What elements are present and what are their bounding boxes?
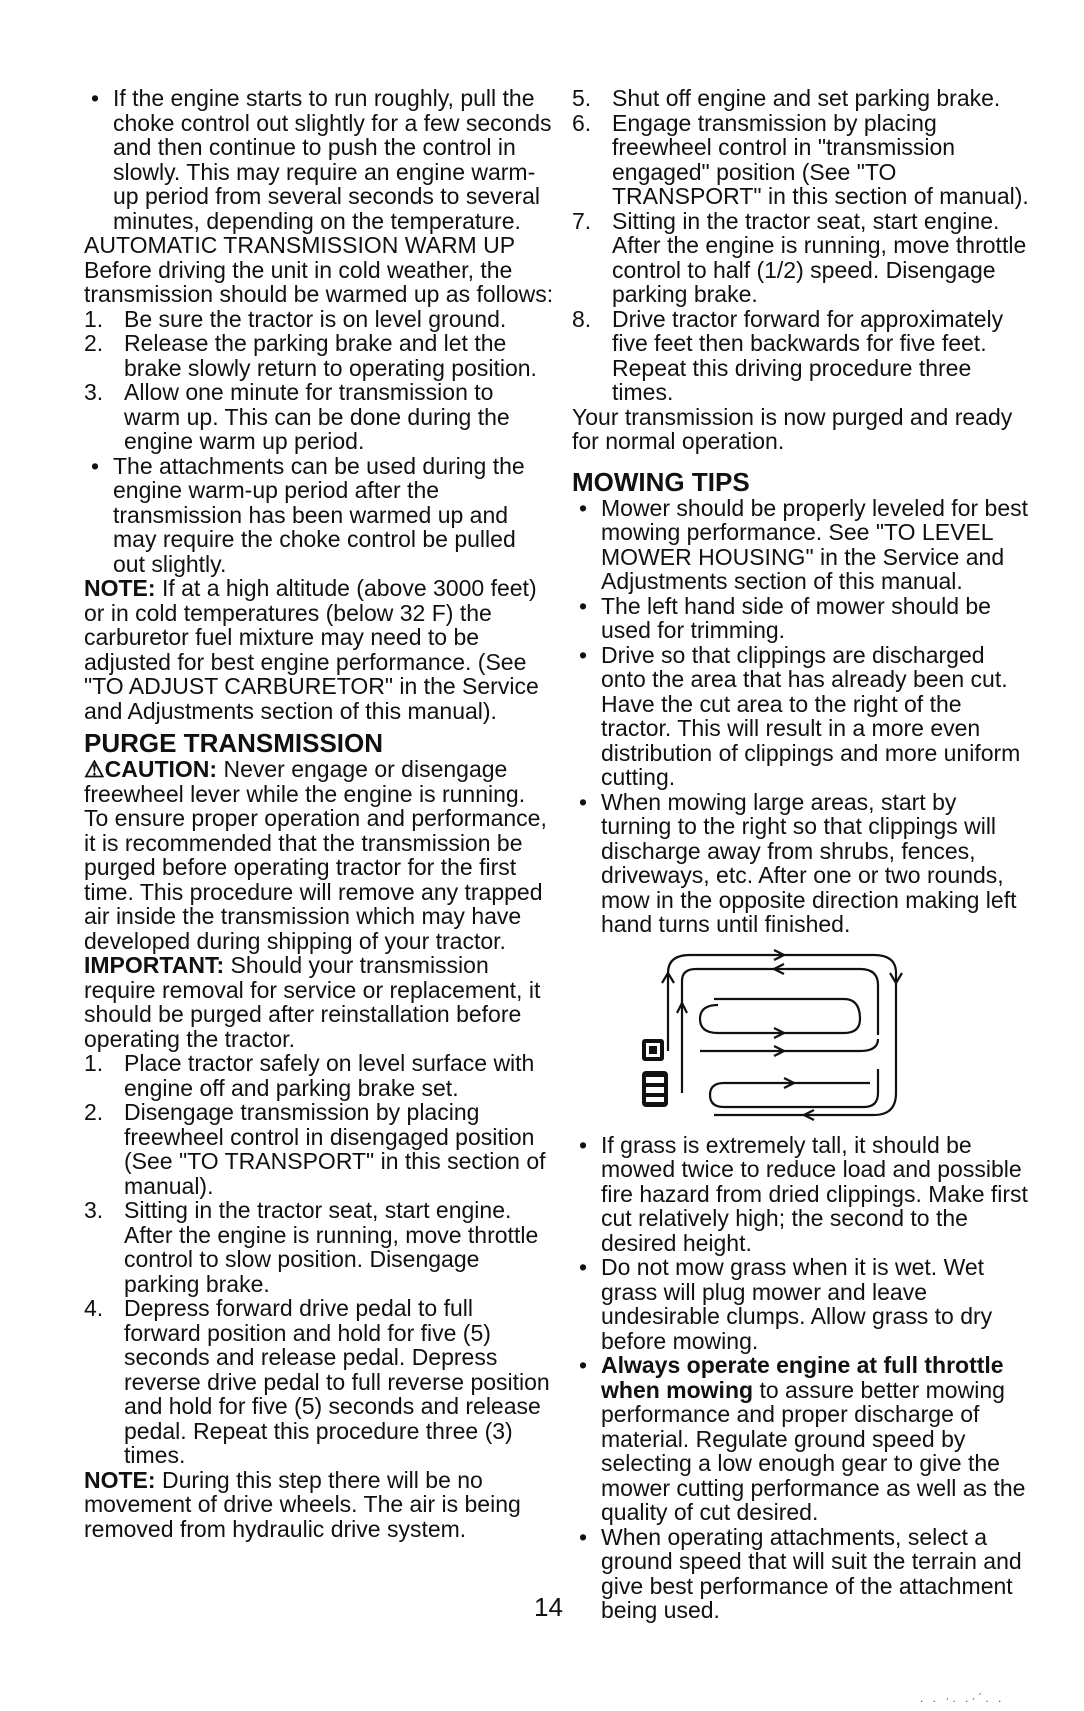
tip-tall-grass: • If grass is extremely tall, it should be mowed twice to reduce load and possible fire hazard from dried clippings. Make first cut relatively high; the second to the desired height. [579,1131,1028,1256]
mowing-path-lower [710,1069,878,1107]
warning-icon: ⚠ [84,756,105,782]
purge-step-6: 6. Engage transmission by placing freewheel control in "transmission engaged" position (See "TO TRANSPORT" in this section of manual). [572,109,1029,209]
auto-step-3: 3. Allow one minute for transmission to warm up. This can be done during the engine warm up period. [84,379,510,454]
mowing-path-return [700,1039,878,1051]
mowing-tips-heading: MOWING TIPS [572,466,750,497]
bullet-choke: • If the engine starts to run roughly, pull the choke control out slightly for a few seconds and then continue to push the control in slowly. This may require an engine warm-up period from several seconds to several minutes, depending on the temperature. [91,85,552,234]
scan-specks: . . ·. .·´. . [920,1691,1005,1705]
note-altitude: NOTE: If at a high altitude (above 3000 feet) or in cold temperatures (below 32 F) the carburetor fuel mixture may need to be adjusted for best engine performance. (See "TO ADJUST CARBURETOR" in the Service and Adjustments section of this manual). [84,575,539,724]
purged-paragraph: Your transmission is now purged and ready for normal operation. [572,403,1013,454]
purge-step-4: 4. Depress forward drive pedal to full forward position and hold for five (5) seconds and release pedal. Depress reverse drive pedal to full reverse position and hold for five (5) seconds and release pedal. Repeat this procedure three (3) times. [84,1295,550,1468]
purge-step-3: 3. Sitting in the tractor seat, start engine. After the engine is running, move throttle control to slow position. Disengage parking brake. [84,1197,539,1297]
auto-warmup-heading: AUTOMATIC TRANSMISSION WARM UP [84,232,516,258]
tip-discharge: • Drive so that clippings are discharged onto the area that has already been cut. Have the cut area to the right of the tractor. This will result in a more even distribution of clippings and more uniform cutting. [579,641,1021,790]
tip-level: • Mower should be properly leveled for best mowing performance. See "TO LEVEL MOWER HOUSING" in the Service and Adjustments section of this manual. [579,494,1029,594]
auto-step-2: 2. Release the parking brake and let the brake slowly return to operating position. [84,330,537,381]
page-number: 14 [534,1592,563,1622]
mowing-path-inner [700,999,860,1033]
tractor-icon [642,1039,668,1107]
purge-step-7: 7. Sitting in the tractor seat, start engine. After the engine is running, move throttle control to half (1/2) speed. Disengage parking brake. [572,207,1027,307]
bullet-attachments: • The attachments can be used during the engine warm-up period after the transmission has been warmed up and may require the choke control be pulled out slightly. [91,452,525,577]
note-hydraulic: NOTE: During this step there will be no movement of drive wheels. The air is being removed from hydraulic drive system. [84,1466,521,1542]
right-column [572,86,1030,1623]
auto-step-1: 1. Be sure the tractor is on level ground. [84,305,507,332]
important-paragraph: IMPORTANT: Should your transmission require removal for service or replacement, it should be purged after reinstallation before operating the tractor. [84,952,541,1052]
left-column [84,86,554,1541]
auto-warmup-intro: Before driving the unit in cold weather, the transmission should be warmed up as follows: [84,256,554,307]
tip-full-throttle: • Always operate engine at full throttle when mowing to assure better mowing performance and proper discharge of material. Regulate ground speed by selecting a low enough gear to give the mower cutting performance as well as the quality of cut desired. [579,1352,1026,1525]
tip-wet-grass: • Do not mow grass when it is wet. Wet grass will plug mower and leave undesirable clumps. Allow grass to dry before mowing. [579,1254,993,1354]
purge-step-2: 2. Disengage transmission by placing freewheel control in disengaged position (See "TO TRANSPORT" in this section of manual). [84,1099,546,1199]
tip-large-areas: • When mowing large areas, start by turning to the right so that clippings will discharge away from shrubs, fences, driveways, etc. After one or two rounds, mow in the opposite direction making left hand turns until finished. [579,788,1017,937]
purge-heading: PURGE TRANSMISSION [84,728,384,758]
purge-step-1: 1. Place tractor safely on level surface with engine off and parking brake set. [84,1050,535,1101]
tip-attachments: • When operating attachments, select a ground speed that will suit the terrain and give best performance of the attachment being used. [579,1523,1022,1623]
purge-paragraph: To ensure proper operation and performance, it is recommended that the transmission be purged before operating tractor for the first time. This procedure will remove any trapped air inside the transmission which may have developed during shipping of your tractor. [84,805,547,954]
caution-paragraph: ⚠CAUTION: Never engage or disengage freewheel lever while the engine is running. [84,756,526,807]
mowing-pattern-diagram [634,943,934,1125]
purge-step-8: 8. Drive tractor forward for approximately five feet then backwards for five feet. Repeat this driving procedure three times. [572,305,1004,405]
tip-left-side: • The left hand side of mower should be used for trimming. [579,592,991,643]
purge-step-5: 5. Shut off engine and set parking brake. [572,85,1001,111]
